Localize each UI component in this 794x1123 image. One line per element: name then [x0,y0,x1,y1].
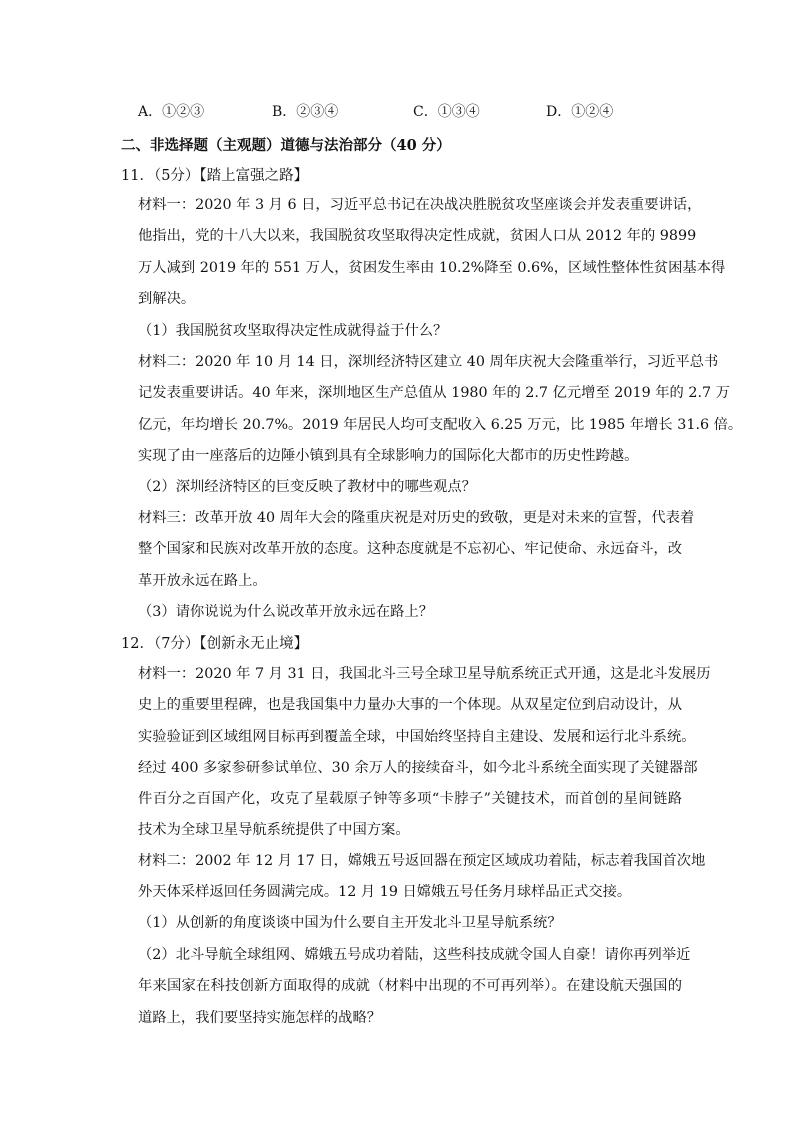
text-line: 经过 400 多家参研参试单位、30 余万人的接续奋斗，如今北斗系统全面实现了关键器部 [138,759,698,776]
q11-material-2 [138,347,743,472]
text-line: 革开放永远在路上。 [138,572,267,589]
text-line: （2）北斗导航全球组网、嫦娥五号成功着陆，这些科技成就令国人自豪！请你再列举近 [138,947,691,963]
text-line: 外天体采样返回任务圆满完成。12 月 19 日嫦娥五号任务月球样品正式交接。 [138,884,632,901]
text-line: 材料一：2020 年 3 月 6 日，习近平总书记在决战决胜脱贫攻坚座谈会并发表重要讲话， [138,197,702,213]
text-line: 亿元，年均增长 20.7%。2019 年居民人均可支配收入 6.25 万元，比 1985 年增长 31.6 倍。 [138,416,743,433]
text-line: 实现了由一座落后的边陲小镇到具有全球影响力的国际化大都市的历史性跨越。 [138,447,639,464]
text-line: 实验验证到区域组网目标再到覆盖全球，中国始终坚持自主建设、发展和运行北斗系统。 [138,728,696,745]
q12-subquestion-1 [138,908,682,939]
question-11-heading: 11．（5分）【踏上富强之路】 [121,168,309,184]
answer-options-row [138,101,658,123]
text-line: 整个国家和民族对改革开放的态度。这种态度就是不忘初心、牢记使命、永远奋斗，改 [138,541,682,558]
option-c: C．①③④ [413,104,480,120]
text-line: 材料二：2020 年 10 月 14 日，深圳经济特区建立 40 周年庆祝大会隆重举行，习近平总书 [138,354,719,370]
text-line: 史上的重要里程碑，也是我国集中力量办大事的一个体现。从双星定位到启动设计，从 [138,697,682,714]
q11-subquestion-3 [138,597,682,628]
text-line: （2）深圳经济特区的巨变反映了教材中的哪些观点？ [138,479,476,495]
section-heading: 二、非选择题（主观题）道德与法治部分（40 分） [121,137,451,154]
text-line: （1）我国脱贫攻坚取得决定性成就得益于什么？ [138,323,448,339]
option-d: D．①②④ [546,104,614,120]
q11-subquestion-1 [138,316,682,347]
text-line: 他指出，党的十八大以来，我国脱贫攻坚取得决定性成就，贫困人口从 2012 年的 9899 [138,228,697,245]
text-line: 技术为全球卫星导航系统提供了中国方案。 [138,822,410,839]
q11-material-1 [138,190,726,315]
option-b: B．②③④ [272,104,339,120]
question-12-heading: 12．（7分）【创新永无止境】 [121,636,309,652]
text-line: 记发表重要讲话。40 年来，深圳地区生产总值从 1980 年的 2.7 亿元增至 2019 年的 2.7 万 [138,385,730,402]
q11-subquestion-2 [138,472,682,503]
text-line: 万人减到 2019 年的 551 万人，贫困发生率由 10.2%降至 0.6%，区域性整体性贫困基本得 [138,259,726,276]
q12-subquestion-2 [138,940,691,1034]
text-line: 件百分之百国产化，攻克了星载原子钟等多项“卡脖子”关键技术，而首创的星间链路 [138,791,682,808]
text-line: 材料一：2020 年 7 月 31 日，我国北斗三号全球卫星导航系统正式开通，这是北斗发展历 [138,666,711,682]
text-line: 材料二：2002 年 12 月 17 日，嫦娥五号返回器在预定区域成功着陆，标志着我国首次地 [138,853,706,869]
text-line: 材料三：改革开放 40 周年大会的隆重庆祝是对历史的致敬，更是对未来的宣誓，代表着 [138,510,695,526]
text-line: 到解决。 [138,290,196,307]
text-line: 年来国家在科技创新方面取得的成就（材料中出现的不可再列举）。在建设航天强国的 [138,978,682,995]
q12-material-1 [138,659,711,847]
text-line: （1）从创新的角度谈谈中国为什么要自主开发北斗卫星导航系统？ [138,915,562,931]
text-line: 道路上，我们要坚持实施怎样的战略？ [138,1009,382,1026]
q11-material-3 [138,503,695,597]
option-a: A．①②③ [138,104,205,120]
q12-material-2 [138,846,706,909]
text-line: （3）请你说说为什么说改革开放永远在路上？ [138,604,434,620]
